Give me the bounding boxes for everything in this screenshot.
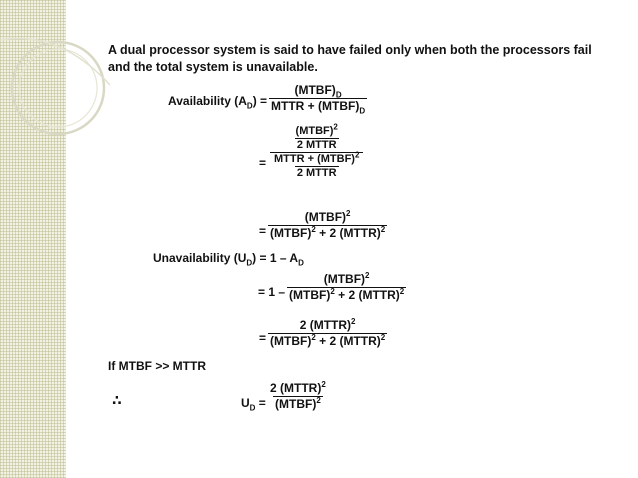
condition-text: If MTBF >> MTTR	[108, 359, 206, 373]
availability-fraction-2: (MTBF)$^2$ 2 MTTR MTTR + (MTBF)$^2$ 2 MTTR	[270, 125, 363, 180]
unavailability-fraction-1: (MTBF)$^2$ (MTBF)$^2$ + 2 (MTTR)$^2$	[289, 271, 405, 302]
one-minus: = 1 –	[258, 285, 286, 299]
approx-fraction: 2 (MTTR)$^2$ (MTBF)$^2$	[270, 380, 326, 411]
therefore-symbol: ∴	[112, 392, 122, 408]
equals-sign: =	[259, 331, 267, 345]
decorative-arcs	[0, 0, 140, 200]
equals-sign: =	[259, 156, 267, 170]
availability-fraction-1: $(MTBF)_D$ MTTR + $(MTBF)_D$	[271, 83, 366, 116]
availability-fraction-3: (MTBF)$^2$ (MTBF)$^2$ + 2 (MTTR)$^2$	[270, 209, 386, 240]
intro-text: A dual processor system is said to have failed only when both the processors fail and the total system is unavailable.	[108, 43, 592, 74]
unavailability-label: Unavailability $(U_D) = 1 - A_D$	[153, 251, 304, 268]
availability-label: Availability $(A_D)$ =	[168, 94, 268, 111]
ud-label: $U_D$ =	[241, 396, 266, 413]
unavailability-fraction-2: 2 (MTTR)$^2$ (MTBF)$^2$ + 2 (MTTR)$^2$	[270, 317, 386, 348]
equals-sign: =	[259, 224, 267, 238]
